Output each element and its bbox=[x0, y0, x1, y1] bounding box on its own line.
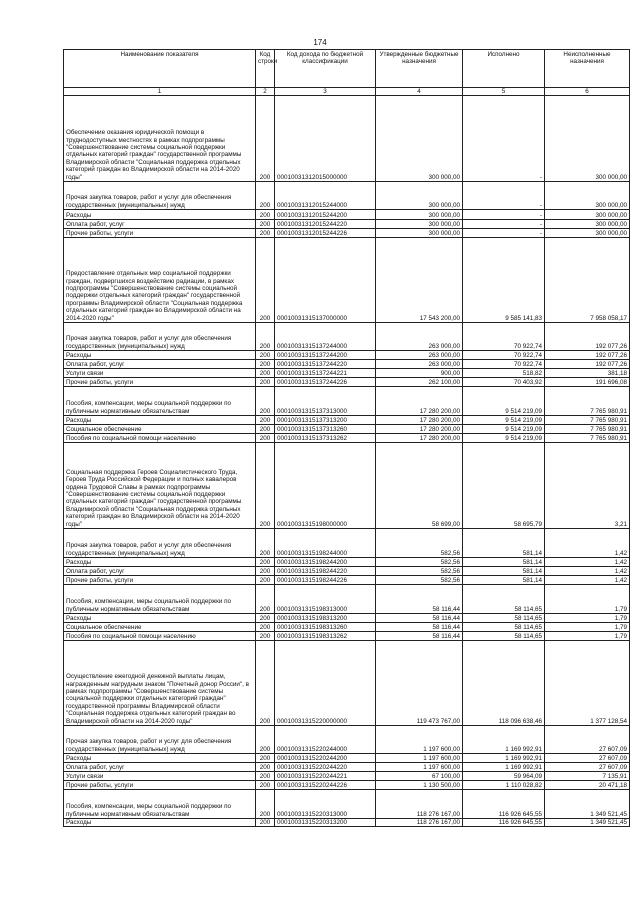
row-code: 200 bbox=[256, 632, 275, 641]
row-code: 200 bbox=[256, 416, 275, 425]
row-classification: 00010031315137244226 bbox=[275, 378, 376, 387]
row-classification: 00010031315198313000 bbox=[275, 585, 376, 614]
row-done: - bbox=[463, 96, 545, 182]
table-row bbox=[64, 763, 630, 772]
row-rest: 3,21 bbox=[545, 443, 630, 529]
row-approved: 1 130 500,00 bbox=[376, 781, 463, 790]
header-name: Наименование показателя bbox=[64, 50, 256, 88]
table-row bbox=[64, 360, 630, 369]
row-name: Прочая закупка товаров, работ и услуг для обеспечения государственных (муниципальных) нужд bbox=[64, 726, 256, 754]
row-name: Пособия, компенсации, меры социальной поддержки по публичным нормативным обязательствам bbox=[64, 585, 256, 614]
row-done: 70 922,74 bbox=[463, 360, 545, 369]
row-name: Осуществление ежегодной денежной выплаты лицам, награжденным нагрудным знаком "Почетный донор России", в рамках подпрограммы "Совершенствование системы социальной поддержки отдельных категорий граждан" государственной программы Владимирской области "Социальная поддержка отдельных категорий граждан во Владимирской области на 2014-2020 годы" bbox=[64, 641, 256, 726]
row-classification: 00010031312015244220 bbox=[275, 220, 376, 229]
table-row bbox=[64, 754, 630, 763]
header-number: 4 bbox=[376, 88, 463, 96]
row-approved: 119 473 767,00 bbox=[376, 641, 463, 726]
header-number: 6 bbox=[545, 88, 630, 96]
table-row bbox=[64, 726, 630, 754]
row-classification: 00010031315137000000 bbox=[275, 238, 376, 323]
row-classification: 00010031315220313000 bbox=[275, 790, 376, 819]
row-name: Оплата работ, услуг bbox=[64, 220, 256, 229]
row-classification: 00010031315198244220 bbox=[275, 567, 376, 576]
row-done: 70 922,74 bbox=[463, 351, 545, 360]
table-row bbox=[64, 96, 630, 182]
table-row bbox=[64, 434, 630, 443]
row-code: 200 bbox=[256, 567, 275, 576]
row-done: 1 169 992,91 bbox=[463, 763, 545, 772]
row-classification: 00010031315220313200 bbox=[275, 819, 376, 827]
row-done: 116 926 645,55 bbox=[463, 819, 545, 827]
row-code: 200 bbox=[256, 182, 275, 210]
row-name: Социальное обеспечение bbox=[64, 425, 256, 434]
row-code: 200 bbox=[256, 96, 275, 182]
row-classification: 00010031315220244200 bbox=[275, 754, 376, 763]
row-code: 200 bbox=[256, 220, 275, 229]
row-rest: 1,79 bbox=[545, 614, 630, 623]
row-classification: 00010031315198313200 bbox=[275, 614, 376, 623]
row-classification: 00010031315137244220 bbox=[275, 360, 376, 369]
table-row bbox=[64, 369, 630, 378]
row-rest: 1,42 bbox=[545, 529, 630, 558]
row-done: 1 110 028,82 bbox=[463, 781, 545, 790]
row-done: 1 169 992,91 bbox=[463, 754, 545, 763]
row-done: 58 114,65 bbox=[463, 614, 545, 623]
row-name: Социальная поддержка Героев Социалистического Труда, Героев Труда Российской Федерации и полных кавалеров ордена Трудовой Славы в рамках подпрограммы "Совершенствование системы социальной поддержки отдельных категорий граждан" государственной программы Владимирской области "Социальная поддержка отдельных категорий граждан во Владимирской области на 2014-2020 годы" bbox=[64, 443, 256, 529]
row-code: 200 bbox=[256, 576, 275, 585]
row-code: 200 bbox=[256, 781, 275, 790]
row-name: Прочие работы, услуги bbox=[64, 781, 256, 790]
table-row bbox=[64, 641, 630, 726]
row-name: Прочая закупка товаров, работ и услуг для обеспечения государственных (муниципальных) нужд bbox=[64, 529, 256, 558]
row-name: Прочие работы, услуги bbox=[64, 229, 256, 238]
row-classification: 00010031315137244200 bbox=[275, 351, 376, 360]
row-approved: 582,56 bbox=[376, 558, 463, 567]
row-done: 58 114,65 bbox=[463, 623, 545, 632]
row-approved: 17 280 200,00 bbox=[376, 416, 463, 425]
row-approved: 582,56 bbox=[376, 529, 463, 558]
header-done: Исполнено bbox=[463, 50, 545, 88]
row-code: 200 bbox=[256, 763, 275, 772]
row-done: 58 114,65 bbox=[463, 632, 545, 641]
row-approved: 582,56 bbox=[376, 567, 463, 576]
table-row bbox=[64, 614, 630, 623]
row-code: 200 bbox=[256, 387, 275, 416]
row-done: 70 922,74 bbox=[463, 323, 545, 351]
table-row bbox=[64, 323, 630, 351]
row-classification: 00010031315220244220 bbox=[275, 763, 376, 772]
row-name: Пособия, компенсации, меры социальной поддержки по публичным нормативным обязательствам bbox=[64, 790, 256, 819]
row-approved: 17 280 200,00 bbox=[376, 434, 463, 443]
table-row bbox=[64, 182, 630, 210]
row-rest: 1 349 521,45 bbox=[545, 790, 630, 819]
row-rest: 1 349 521,45 bbox=[545, 819, 630, 827]
row-name: Предоставление отдельных мер социальной поддержки граждан, подвергшихся воздействию радиации, в рамках подпрограммы "Совершенствование системы социальной поддержки отдельных категорий граждан" государственной программы Владимирской области "Социальная поддержка отдельных категорий граждан во Владимирской области на 2014-2020 годы" bbox=[64, 238, 256, 323]
header-row bbox=[64, 50, 630, 88]
row-code: 200 bbox=[256, 790, 275, 819]
row-done: 581,14 bbox=[463, 558, 545, 567]
table-row bbox=[64, 425, 630, 434]
header-number-row bbox=[64, 88, 630, 96]
row-approved: 1 197 600,00 bbox=[376, 726, 463, 754]
row-approved: 67 100,00 bbox=[376, 772, 463, 781]
row-code: 200 bbox=[256, 238, 275, 323]
row-rest: 381,18 bbox=[545, 369, 630, 378]
table-row bbox=[64, 351, 630, 360]
table-row bbox=[64, 210, 630, 220]
row-rest: 1,42 bbox=[545, 576, 630, 585]
row-classification: 00010031315137244000 bbox=[275, 323, 376, 351]
row-classification: 00010031315220244000 bbox=[275, 726, 376, 754]
row-name: Оплата работ, услуг bbox=[64, 360, 256, 369]
row-rest: 7 765 980,91 bbox=[545, 416, 630, 425]
row-approved: 58 699,00 bbox=[376, 443, 463, 529]
row-name: Прочая закупка товаров, работ и услуг для обеспечения государственных (муниципальных) нужд bbox=[64, 323, 256, 351]
row-name: Прочие работы, услуги bbox=[64, 378, 256, 387]
row-done: - bbox=[463, 210, 545, 220]
row-done: 70 403,92 bbox=[463, 378, 545, 387]
row-done: 581,14 bbox=[463, 576, 545, 585]
row-approved: 300 000,00 bbox=[376, 229, 463, 238]
table-row bbox=[64, 238, 630, 323]
row-classification: 00010031315220244226 bbox=[275, 781, 376, 790]
row-name: Расходы bbox=[64, 210, 256, 220]
row-name: Прочая закупка товаров, работ и услуг для обеспечения государственных (муниципальных) нужд bbox=[64, 182, 256, 210]
row-rest: 27 607,09 bbox=[545, 726, 630, 754]
row-done: 58 114,65 bbox=[463, 585, 545, 614]
row-approved: 1 197 600,00 bbox=[376, 763, 463, 772]
row-done: - bbox=[463, 229, 545, 238]
table-row bbox=[64, 772, 630, 781]
row-name: Оплата работ, услуг bbox=[64, 763, 256, 772]
row-name: Расходы bbox=[64, 351, 256, 360]
row-rest: 27 607,09 bbox=[545, 763, 630, 772]
row-rest: 192 077,26 bbox=[545, 360, 630, 369]
row-rest: 191 696,08 bbox=[545, 378, 630, 387]
row-rest: 1,79 bbox=[545, 623, 630, 632]
row-code: 200 bbox=[256, 443, 275, 529]
row-code: 200 bbox=[256, 378, 275, 387]
table-row bbox=[64, 416, 630, 425]
table-row bbox=[64, 378, 630, 387]
row-code: 200 bbox=[256, 369, 275, 378]
row-done: 9 514 219,09 bbox=[463, 434, 545, 443]
row-classification: 00010031315198244226 bbox=[275, 576, 376, 585]
row-rest: 1,79 bbox=[545, 585, 630, 614]
header-code: Код строки bbox=[256, 50, 275, 88]
row-name: Расходы bbox=[64, 754, 256, 763]
table-row bbox=[64, 623, 630, 632]
table-row bbox=[64, 443, 630, 529]
header-number: 3 bbox=[275, 88, 376, 96]
row-code: 200 bbox=[256, 641, 275, 726]
row-classification: 00010031315198313262 bbox=[275, 632, 376, 641]
row-approved: 263 000,00 bbox=[376, 323, 463, 351]
table-row bbox=[64, 229, 630, 238]
row-classification: 00010031315220244221 bbox=[275, 772, 376, 781]
row-done: - bbox=[463, 220, 545, 229]
row-classification: 00010031312015000000 bbox=[275, 96, 376, 182]
row-rest: 192 077,26 bbox=[545, 351, 630, 360]
row-code: 200 bbox=[256, 754, 275, 763]
row-code: 200 bbox=[256, 614, 275, 623]
row-classification: 00010031315198244000 bbox=[275, 529, 376, 558]
row-name: Обеспечение оказания юридической помощи в труднодоступных местностях в рамках подпрограммы "Совершенствование системы социальной поддержки отдельных категорий граждан" государственной программы Владимирской области "Социальная поддержка отдельных категорий граждан во Владимирской области на 2014-2020 годы" bbox=[64, 96, 256, 182]
row-done: 1 169 992,91 bbox=[463, 726, 545, 754]
row-approved: 263 000,00 bbox=[376, 360, 463, 369]
row-code: 200 bbox=[256, 623, 275, 632]
row-code: 200 bbox=[256, 229, 275, 238]
table-body bbox=[64, 96, 630, 827]
row-code: 200 bbox=[256, 772, 275, 781]
table-row bbox=[64, 585, 630, 614]
row-done: 118 096 638,46 bbox=[463, 641, 545, 726]
header-number: 1 bbox=[64, 88, 256, 96]
row-rest: 20 471,18 bbox=[545, 781, 630, 790]
row-approved: 263 000,00 bbox=[376, 351, 463, 360]
row-done: 58 695,79 bbox=[463, 443, 545, 529]
header-number: 5 bbox=[463, 88, 545, 96]
row-approved: 17 280 200,00 bbox=[376, 387, 463, 416]
row-rest: 7 135,91 bbox=[545, 772, 630, 781]
row-name: Расходы bbox=[64, 416, 256, 425]
row-classification: 00010031315137313000 bbox=[275, 387, 376, 416]
row-done: 59 964,09 bbox=[463, 772, 545, 781]
row-rest: 300 000,00 bbox=[545, 210, 630, 220]
table-row bbox=[64, 387, 630, 416]
row-code: 200 bbox=[256, 529, 275, 558]
row-classification: 00010031315137244221 bbox=[275, 369, 376, 378]
row-done: 581,14 bbox=[463, 529, 545, 558]
row-rest: 7 765 980,91 bbox=[545, 434, 630, 443]
header-rest: Неисполненные назначения bbox=[545, 50, 630, 88]
row-done: 518,82 bbox=[463, 369, 545, 378]
row-approved: 118 276 167,00 bbox=[376, 790, 463, 819]
row-done: 9 514 219,09 bbox=[463, 387, 545, 416]
row-rest: 1,42 bbox=[545, 558, 630, 567]
row-classification: 00010031315198313260 bbox=[275, 623, 376, 632]
report-table bbox=[63, 49, 630, 827]
table-row bbox=[64, 781, 630, 790]
row-classification: 00010031312015244000 bbox=[275, 182, 376, 210]
row-approved: 58 116,44 bbox=[376, 623, 463, 632]
row-code: 200 bbox=[256, 558, 275, 567]
table-row bbox=[64, 790, 630, 819]
row-rest: 1 377 128,54 bbox=[545, 641, 630, 726]
row-approved: 118 276 167,00 bbox=[376, 819, 463, 827]
row-done: - bbox=[463, 182, 545, 210]
row-classification: 00010031315137313262 bbox=[275, 434, 376, 443]
row-approved: 262 100,00 bbox=[376, 378, 463, 387]
table-row bbox=[64, 819, 630, 827]
row-code: 200 bbox=[256, 210, 275, 220]
row-done: 9 514 219,09 bbox=[463, 425, 545, 434]
table-row bbox=[64, 632, 630, 641]
table-row bbox=[64, 558, 630, 567]
row-done: 116 926 645,55 bbox=[463, 790, 545, 819]
row-rest: 1,42 bbox=[545, 567, 630, 576]
row-done: 9 514 219,09 bbox=[463, 416, 545, 425]
row-code: 200 bbox=[256, 434, 275, 443]
row-approved: 300 000,00 bbox=[376, 220, 463, 229]
row-code: 200 bbox=[256, 360, 275, 369]
row-name: Прочие работы, услуги bbox=[64, 576, 256, 585]
row-approved: 58 116,44 bbox=[376, 614, 463, 623]
row-rest: 7 765 980,91 bbox=[545, 425, 630, 434]
table-row bbox=[64, 576, 630, 585]
row-rest: 300 000,00 bbox=[545, 182, 630, 210]
row-approved: 300 000,00 bbox=[376, 210, 463, 220]
row-approved: 582,56 bbox=[376, 576, 463, 585]
row-code: 200 bbox=[256, 425, 275, 434]
row-approved: 58 116,44 bbox=[376, 585, 463, 614]
row-name: Расходы bbox=[64, 558, 256, 567]
row-rest: 300 000,00 bbox=[545, 96, 630, 182]
header-approved: Утвержденные бюджетные назначения bbox=[376, 50, 463, 88]
table-row bbox=[64, 220, 630, 229]
row-code: 200 bbox=[256, 351, 275, 360]
row-approved: 300 000,00 bbox=[376, 182, 463, 210]
row-approved: 17 543 200,00 bbox=[376, 238, 463, 323]
row-name: Пособия по социальной помощи населению bbox=[64, 632, 256, 641]
row-rest: 27 607,09 bbox=[545, 754, 630, 763]
row-name: Социальное обеспечение bbox=[64, 623, 256, 632]
row-code: 200 bbox=[256, 585, 275, 614]
row-code: 200 bbox=[256, 819, 275, 827]
row-name: Расходы bbox=[64, 614, 256, 623]
row-rest: 300 000,00 bbox=[545, 220, 630, 229]
row-approved: 1 197 600,00 bbox=[376, 754, 463, 763]
row-name: Расходы bbox=[64, 819, 256, 827]
header-number: 2 bbox=[256, 88, 275, 96]
row-name: Оплата работ, услуг bbox=[64, 567, 256, 576]
row-classification: 00010031312015244200 bbox=[275, 210, 376, 220]
row-classification: 00010031315198000000 bbox=[275, 443, 376, 529]
row-approved: 300 000,00 bbox=[376, 96, 463, 182]
row-name: Пособия, компенсации, меры социальной поддержки по публичным нормативным обязательствам bbox=[64, 387, 256, 416]
row-name: Пособия по социальной помощи населению bbox=[64, 434, 256, 443]
row-classification: 00010031315137313200 bbox=[275, 416, 376, 425]
row-approved: 17 280 200,00 bbox=[376, 425, 463, 434]
row-classification: 00010031312015244226 bbox=[275, 229, 376, 238]
row-done: 581,14 bbox=[463, 567, 545, 576]
row-classification: 00010031315220000000 bbox=[275, 641, 376, 726]
row-rest: 300 000,00 bbox=[545, 229, 630, 238]
row-code: 200 bbox=[256, 726, 275, 754]
row-classification: 00010031315198244200 bbox=[275, 558, 376, 567]
row-classification: 00010031315137313260 bbox=[275, 425, 376, 434]
row-approved: 900,00 bbox=[376, 369, 463, 378]
row-approved: 58 116,44 bbox=[376, 632, 463, 641]
table-row bbox=[64, 567, 630, 576]
table-row bbox=[64, 529, 630, 558]
row-name: Услуги связи bbox=[64, 369, 256, 378]
row-rest: 7 765 980,91 bbox=[545, 387, 630, 416]
row-rest: 1,79 bbox=[545, 632, 630, 641]
row-rest: 192 077,26 bbox=[545, 323, 630, 351]
row-rest: 7 958 058,17 bbox=[545, 238, 630, 323]
row-done: 9 585 141,83 bbox=[463, 238, 545, 323]
row-code: 200 bbox=[256, 323, 275, 351]
row-name: Услуги связи bbox=[64, 772, 256, 781]
page-number: 174 bbox=[313, 38, 327, 47]
header-classification: Код дохода по бюджетной классификации bbox=[275, 50, 376, 88]
